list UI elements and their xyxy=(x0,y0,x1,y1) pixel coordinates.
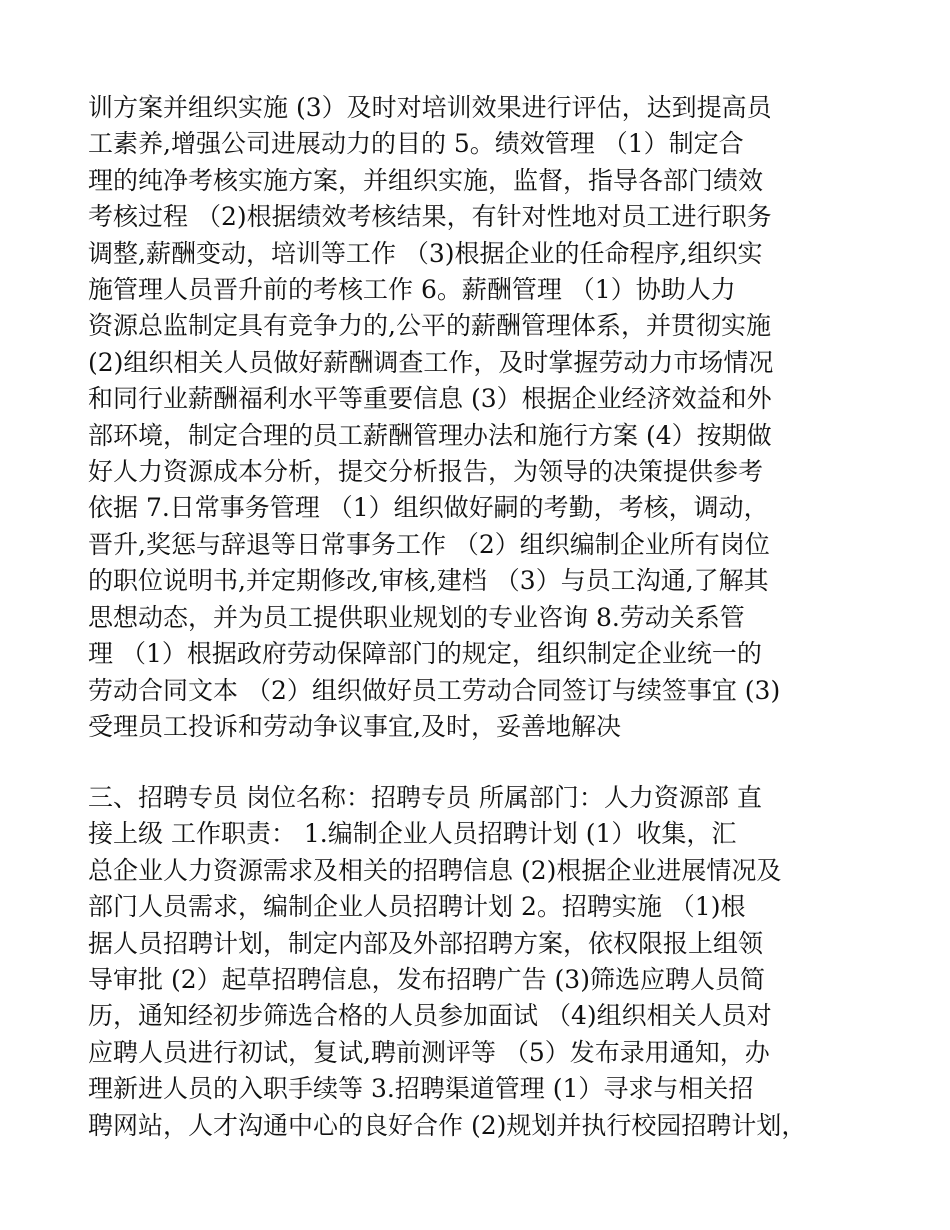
text-line: 导审批 (2）起草招聘信息，发布招聘广告 (3)筛选应聘人员简 xyxy=(88,965,765,995)
text-line: 调整,薪酬变动，培训等工作 （3)根据企业的任命程序,组织实 xyxy=(88,238,763,268)
text-line: 工素养,增强公司进展动力的目的 5。绩效管理 （1）制定合 xyxy=(88,129,744,159)
paragraph-2 xyxy=(88,780,868,1144)
text-line: (2)组织相关人员做好薪酬调查工作，及时掌握劳动力市场情况 xyxy=(88,347,774,377)
text-line: 资源总监制定具有竞争力的,公平的薪酬管理体系，并贯彻实施 xyxy=(88,311,771,341)
text-line: 理新进人员的入职手续等 3.招聘渠道管理 (1）寻求与相关招 xyxy=(88,1074,754,1104)
text-line: 三、招聘专员 岗位名称：招聘专员 所属部门：人力资源部 直 xyxy=(88,783,762,812)
text-line: 受理员工投诉和劳动争议事宜,及时，妥善地解决 xyxy=(88,711,621,741)
text-line: 应聘人员进行初试，复试,聘前测评等 （5）发布录用通知，办 xyxy=(88,1037,770,1067)
text-line: 接上级 工作职责： 1.编制企业人员招聘计划 (1）收集，汇 xyxy=(88,819,737,849)
text-line: 的职位说明书,并定期修改,审核,建档 （3）与员工沟通,了解其 xyxy=(88,566,769,596)
text-line: 部门人员需求，编制企业人员招聘计划 2。招聘实施 （1)根 xyxy=(88,892,746,922)
text-line: 思想动态，并为员工提供职业规划的专业咨询 8.劳动关系管 xyxy=(88,602,745,632)
text-line: 历，通知经初步筛选合格的人员参加面试 （4)组织相关人员对 xyxy=(88,1001,772,1031)
text-line: 晋升,奖惩与辞退等日常事务工作 （2）组织编制企业所有岗位 xyxy=(88,529,770,559)
text-line: 劳动合同文本 （2）组织做好员工劳动合同签订与续签事宜 (3) xyxy=(88,675,781,705)
paragraph-1 xyxy=(88,90,868,745)
text-line: 考核过程 （2)根据绩效考核结果，有针对性地对员工进行职务 xyxy=(88,202,772,232)
text-line: 施管理人员晋升前的考核工作 6。薪酬管理 （1）协助人力 xyxy=(88,275,736,305)
text-line: 训方案并组织实施 (3）及时对培训效果进行评估，达到提高员 xyxy=(88,93,772,122)
text-line: 据人员招聘计划，制定内部及外部招聘方案，依权限报上组领 xyxy=(88,928,764,958)
text-line: 依据 7.日常事务管理 （1）组织做好嗣的考勤，考核，调动， xyxy=(88,493,769,523)
text-line: 理 （1）根据政府劳动保障部门的规定，组织制定企业统一的 xyxy=(88,639,762,669)
text-line: 部环境，制定合理的员工薪酬管理办法和施行方案 (4）按期做 xyxy=(88,420,772,450)
text-line: 总企业人力资源需求及相关的招聘信息 (2)根据企业进展情况及 xyxy=(88,855,782,885)
text-line: 和同行业薪酬福利水平等重要信息 (3）根据企业经济效益和外 xyxy=(88,384,772,414)
text-line: 理的纯净考核实施方案，并组织实施，监督，指导各部门绩效 xyxy=(88,165,764,195)
text-line: 好人力资源成本分析，提交分析报告，为领导的决策提供参考 xyxy=(88,457,764,487)
text-line: 聘网站，人才沟通中心的良好合作 (2)规划并执行校园招聘计划， xyxy=(88,1110,807,1140)
